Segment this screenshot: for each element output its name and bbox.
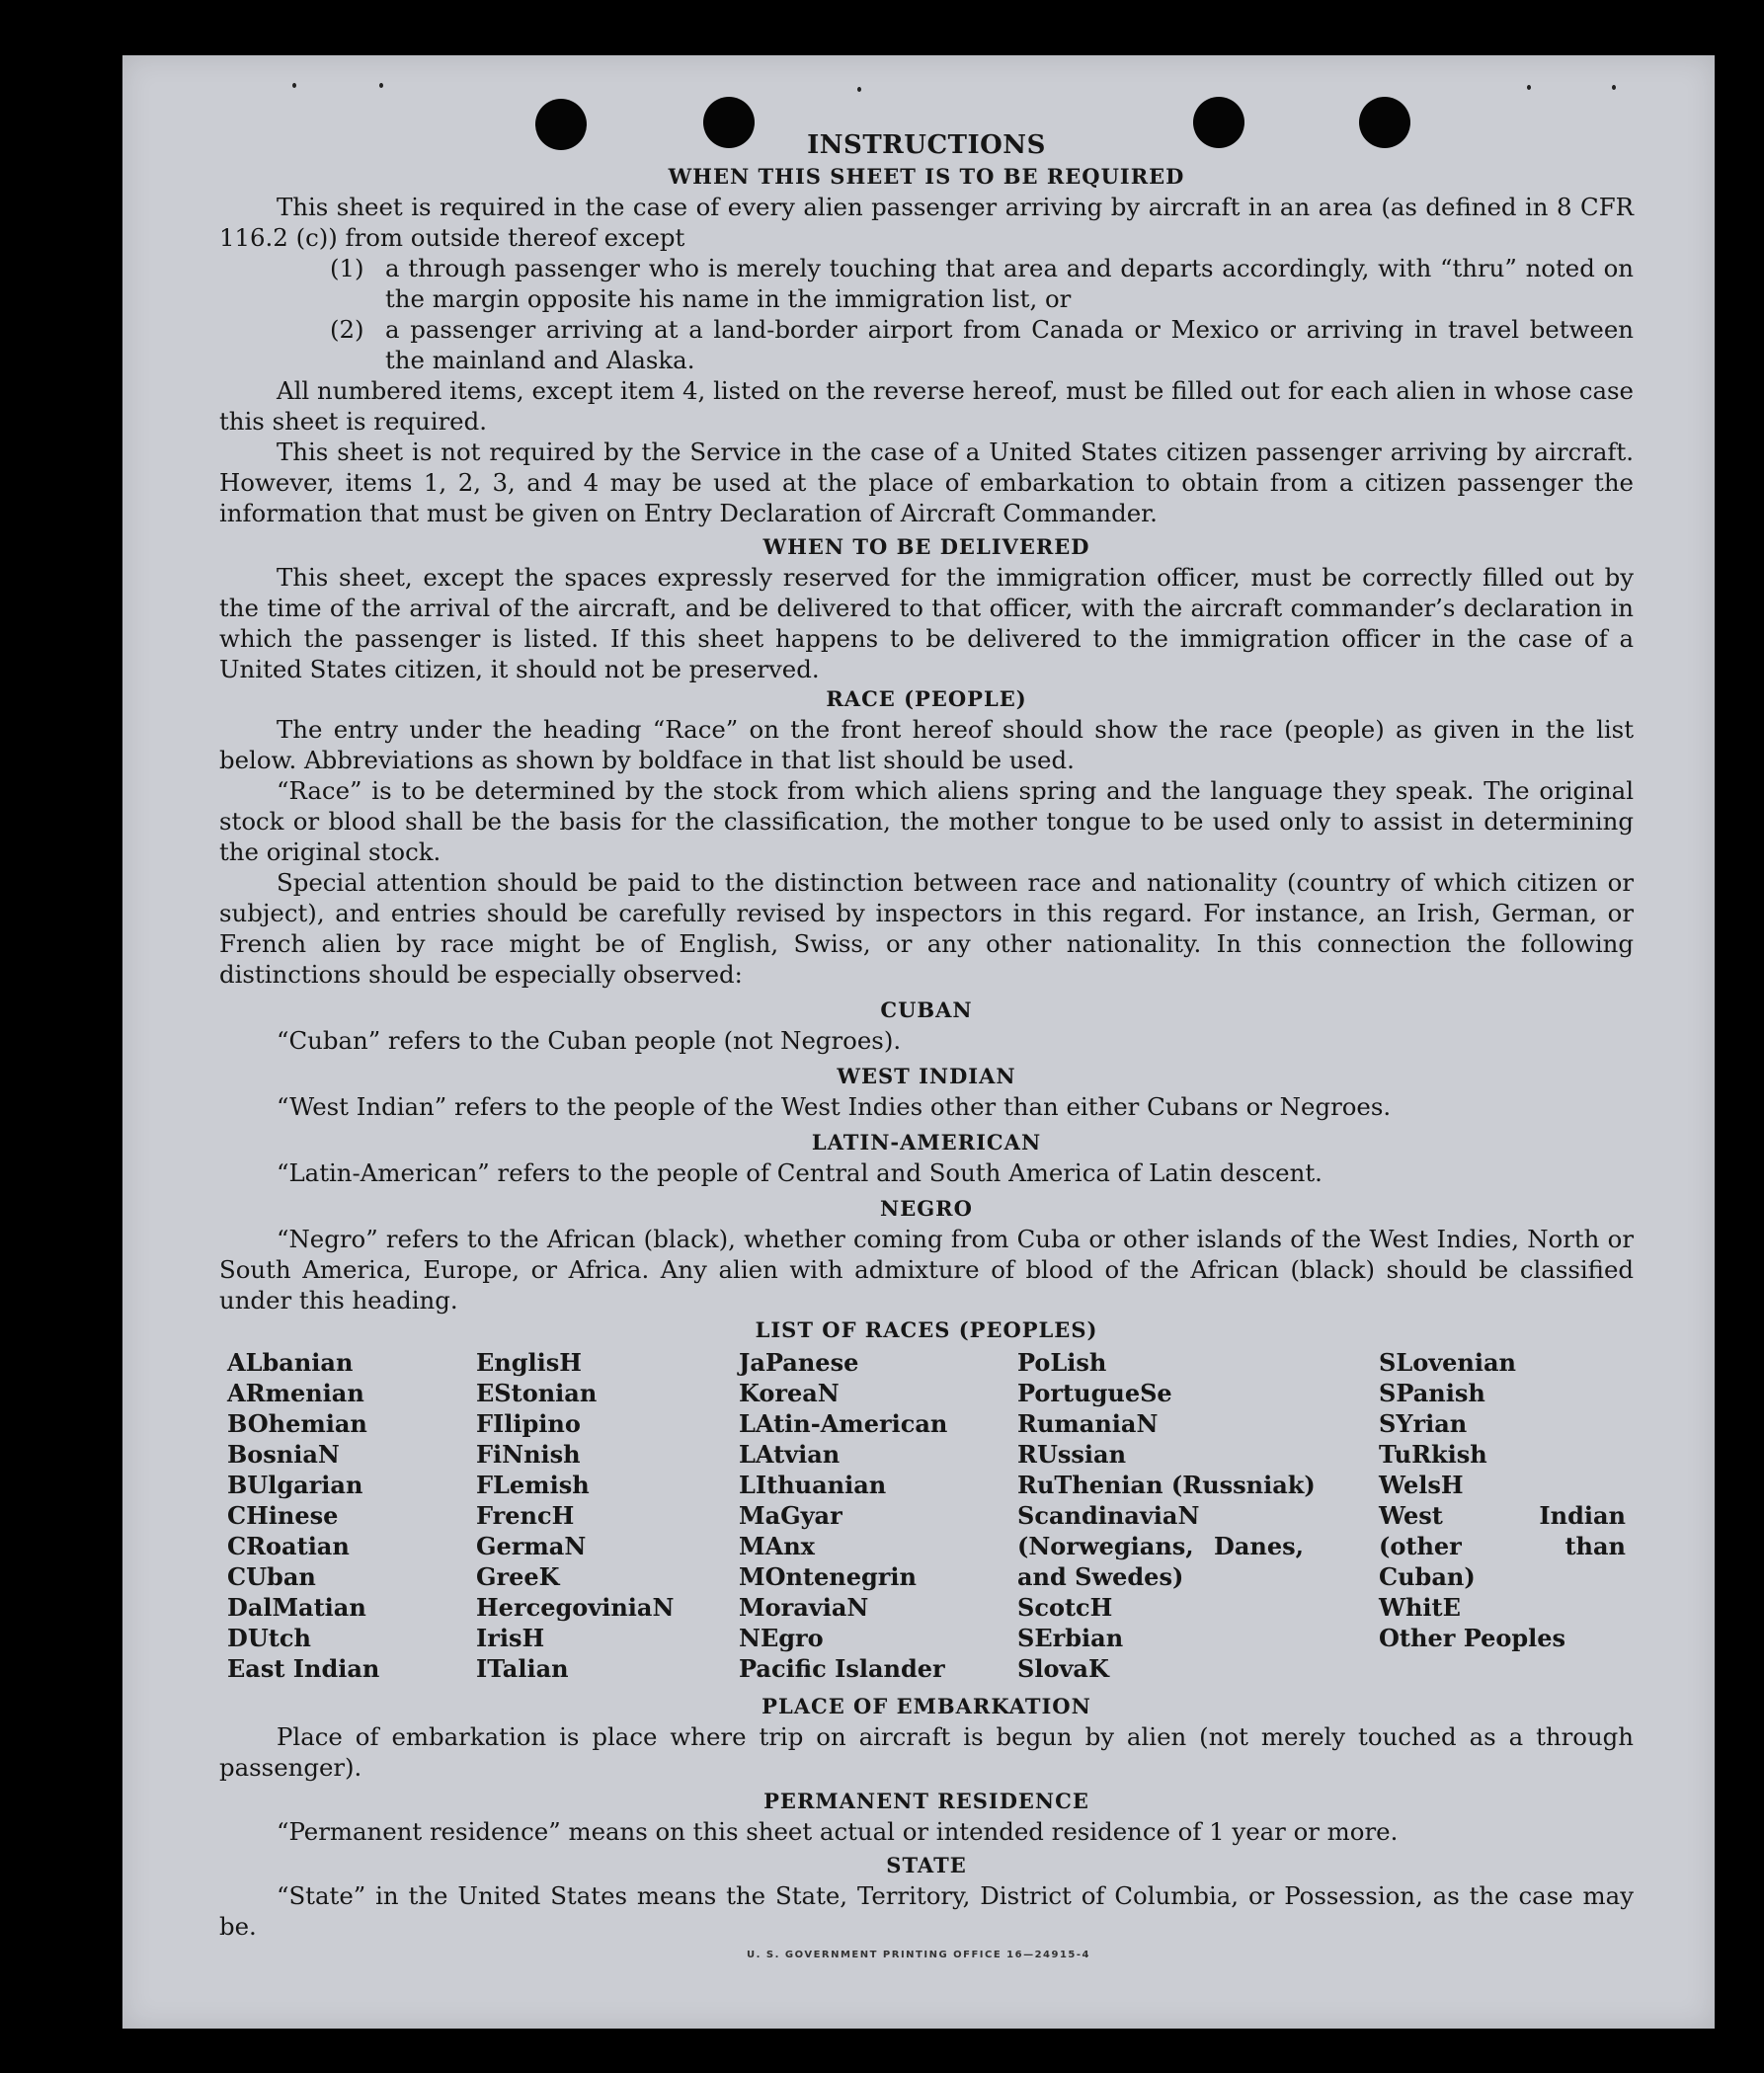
paragraph: Special attention should be paid to the distinction between race and nationality (country of which citizen or subject), and entries should be carefully revised by inspectors in this regard. For instance, an Irish, German, or French alien by race might be of English, Swiss, or any other nationality. In this connection the following distinctions should be especially observed:: [219, 868, 1634, 989]
race-entry: DUtch: [227, 1624, 311, 1652]
race-entry: SErbian: [1017, 1624, 1124, 1652]
race-entry: CRoatian: [227, 1532, 350, 1560]
race-entry: EnglisH: [476, 1348, 582, 1377]
race-entry: MoraviaN: [739, 1593, 869, 1622]
race-entry: LIthuanian: [739, 1471, 887, 1499]
item-number: (1): [330, 254, 364, 282]
section-heading: LATIN-AMERICAN: [811, 1130, 1042, 1155]
section-heading: STATE: [886, 1853, 967, 1877]
race-entry: East Indian: [227, 1654, 380, 1683]
list-item: [330, 314, 1634, 375]
race-entry: SPanish: [1379, 1379, 1485, 1407]
section-heading: RACE (PEOPLE): [826, 686, 1027, 711]
races-column: [476, 1347, 739, 1684]
race-entry: ScandinaviaN (Norwegians, Danes, and Swedes): [1017, 1501, 1304, 1591]
instructions-content: [219, 128, 1634, 1942]
speck: [857, 87, 861, 92]
race-entry: KoreaN: [739, 1379, 840, 1407]
race-entry: RuThenian (Russniak): [1017, 1471, 1316, 1499]
races-list: [227, 1347, 1634, 1684]
speck: [1527, 85, 1531, 90]
paragraph: The entry under the heading “Race” on the front hereof should show the race (people) as given in the list below. Abbreviations as shown by boldface in that list should be used.: [219, 715, 1634, 774]
race-entry: ScotcH: [1017, 1593, 1113, 1622]
race-entry: LAtin-American: [739, 1409, 948, 1438]
paragraph: All numbered items, except item 4, listed on the reverse hereof, must be filled out for each alien in whose case this sheet is required.: [219, 376, 1634, 436]
race-entry: SlovaK: [1017, 1654, 1109, 1683]
race-entry: BosniaN: [227, 1440, 340, 1469]
race-entry: GermaN: [476, 1532, 587, 1560]
race-entry: NEgro: [739, 1624, 824, 1652]
speck: [379, 83, 383, 88]
race-entry: SLovenian: [1379, 1348, 1516, 1377]
race-entry: PortugueSe: [1017, 1379, 1172, 1407]
race-entry: West Indian (other than Cuban): [1379, 1501, 1626, 1591]
item-text: a through passenger who is merely touching that area and departs accordingly, with “thru” noted on the margin opposite his name in the immigration list, or: [385, 254, 1634, 313]
races-column: [1017, 1347, 1379, 1684]
paragraph: This sheet is required in the case of every alien passenger arriving by aircraft in an area (as defined in 8 CFR 116.2 (c)) from outside thereof except: [219, 193, 1634, 252]
section-heading: LIST OF RACES (PEOPLES): [755, 1317, 1098, 1342]
race-entry: ARmenian: [227, 1379, 364, 1407]
race-entry: RUssian: [1017, 1440, 1127, 1469]
paragraph: “Latin-American” refers to the people of Central and South America of Latin descent.: [277, 1158, 1323, 1187]
race-entry: JaPanese: [739, 1348, 859, 1377]
race-entry: HercegoviniaN: [476, 1593, 675, 1622]
race-entry: PoLish: [1017, 1348, 1107, 1377]
race-entry: FLemish: [476, 1471, 590, 1499]
race-entry: BUlgarian: [227, 1471, 363, 1499]
section-heading: PERMANENT RESIDENCE: [763, 1789, 1089, 1813]
section-heading: PLACE OF EMBARKATION: [762, 1694, 1091, 1718]
section-heading: NEGRO: [880, 1196, 973, 1221]
item-text: a passenger arriving at a land-border airport from Canada or Mexico or arriving in travel between the mainland and Alaska.: [385, 315, 1634, 374]
speck: [292, 83, 296, 88]
race-entry: CHinese: [227, 1501, 339, 1530]
race-entry: MaGyar: [739, 1501, 842, 1530]
race-entry: FrencH: [476, 1501, 575, 1530]
races-column: [739, 1347, 1017, 1684]
race-entry: Pacific Islander: [739, 1654, 945, 1683]
paragraph: “Cuban” refers to the Cuban people (not Negroes).: [277, 1026, 902, 1055]
races-column: [1379, 1347, 1626, 1684]
race-entry: MOntenegrin: [739, 1562, 917, 1591]
list-item: [330, 253, 1634, 314]
paragraph: This sheet, except the spaces expressly reserved for the immigration officer, must be correctly filled out by the time of the arrival of the aircraft, and be delivered to that officer, with the aircraft commander’s declaration in which the passenger is listed. If this sheet happens to be delivered to the immigration officer in the case of a United States citizen, it should not be preserved.: [219, 563, 1634, 683]
paragraph: “Negro” refers to the African (black), whether coming from Cuba or other islands of the West Indies, North or South America, Europe, or Africa. Any alien with admixture of blood of the African (black) should be classified under this heading.: [219, 1225, 1634, 1315]
race-entry: WhitE: [1379, 1593, 1461, 1622]
section-heading: WEST INDIAN: [837, 1064, 1016, 1088]
race-entry: ITalian: [476, 1654, 569, 1683]
race-entry: Other Peoples: [1379, 1624, 1566, 1652]
section-heading: WHEN TO BE DELIVERED: [762, 534, 1090, 559]
race-entry: ALbanian: [227, 1348, 354, 1377]
paragraph: This sheet is not required by the Service in the case of a United States citizen passenger arriving by aircraft. However, items 1, 2, 3, and 4 may be used at the place of embarkation to obtain from a citizen passenger the information that must be given on Entry Declaration of Aircraft Commander.: [219, 438, 1634, 527]
paragraph: “Race” is to be determined by the stock from which aliens spring and the language they speak. The original stock or blood shall be the basis for the classification, the mother tongue to be used only to assist in determining the original stock.: [219, 776, 1634, 866]
race-entry: IrisH: [476, 1624, 545, 1652]
section-heading: CUBAN: [880, 997, 973, 1022]
race-entry: RumaniaN: [1017, 1409, 1159, 1438]
race-entry: SYrian: [1379, 1409, 1468, 1438]
document-page: [122, 55, 1715, 2029]
races-column: [227, 1347, 476, 1684]
paragraph: “West Indian” refers to the people of the West Indies other than either Cubans or Negroes.: [277, 1092, 1392, 1121]
race-entry: LAtvian: [739, 1440, 841, 1469]
paragraph: “Permanent residence” means on this sheet actual or intended residence of 1 year or more.: [277, 1817, 1399, 1846]
race-entry: EStonian: [476, 1379, 598, 1407]
paragraph: Place of embarkation is place where trip on aircraft is begun by alien (not merely touched as a through passenger).: [219, 1722, 1634, 1782]
race-entry: GreeK: [476, 1562, 560, 1591]
race-entry: DalMatian: [227, 1593, 366, 1622]
race-entry: WelsH: [1379, 1471, 1464, 1499]
race-entry: BOhemian: [227, 1409, 367, 1438]
page-title: INSTRUCTIONS: [807, 130, 1046, 160]
race-entry: FIlipino: [476, 1409, 581, 1438]
paragraph: “State” in the United States means the State, Territory, District of Columbia, or Possession, as the case may be.: [219, 1881, 1634, 1941]
race-entry: MAnx: [739, 1532, 815, 1560]
item-number: (2): [330, 315, 364, 344]
section-heading: WHEN THIS SHEET IS TO BE REQUIRED: [668, 164, 1185, 189]
race-entry: FiNnish: [476, 1440, 581, 1469]
race-entry: CUban: [227, 1562, 316, 1591]
speck: [1612, 85, 1616, 90]
race-entry: TuRkish: [1379, 1440, 1487, 1469]
printer-imprint: U. S. GOVERNMENT PRINTING OFFICE 16—24915-4: [747, 1950, 1090, 1960]
